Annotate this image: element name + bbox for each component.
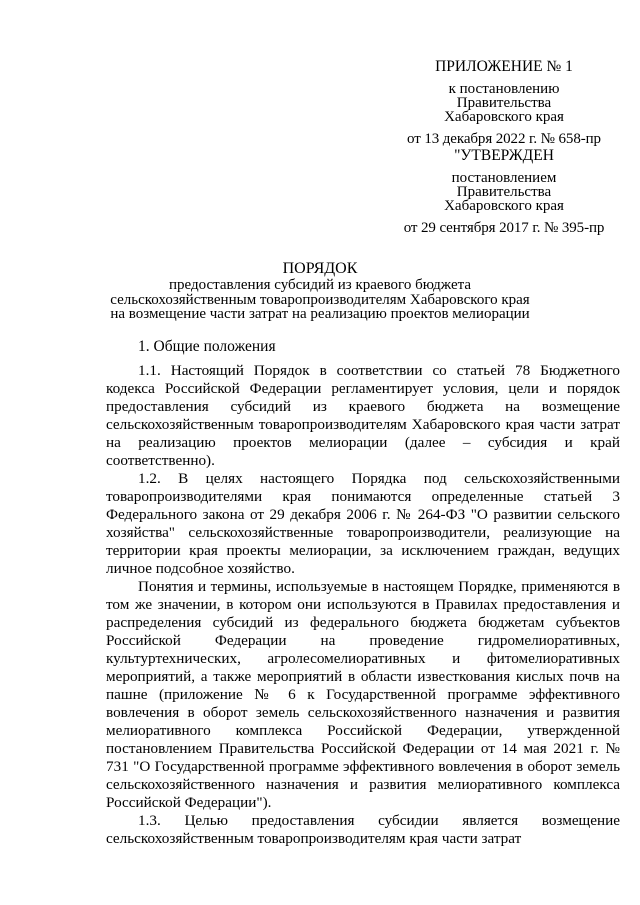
paragraph-terms: Понятия и термины, используемые в настоящем Порядке, применяются в том же значении, в котором они используются в Правилах предоставления и распределения субсидий из федерального бюджета бюджетам субъектов Российской Федерации на проведение гидромелиоративных, культуртехнических, агролесомелиоративных и фитомелиоративных мероприятий, а также мероприятий в области известкования кислых почв на пашне (приложение № 6 к Государственной программе эффективного вовлечения в оборот земель сельскохозяйственного назначения и развития мелиоративного комплекса Российской Федерации, утвержденной постановлением Правительства Российской Федерации от 14 мая 2021 г. № 731 "О Государственной программе эффективного вовлечения в оборот земель сельскохозяйственного назначения и развития мелиоративного комплекса Российской Федерации"). — [106, 578, 620, 811]
annex-date: от 13 декабря 2022 г. № 658-пр — [407, 131, 601, 147]
approved-block — [388, 147, 620, 235]
approved-date: от 29 сентября 2017 г. № 395-пр — [403, 220, 605, 236]
approved-line-2: Правительства — [456, 184, 552, 200]
subtitle-line-3: на возмещение части затрат на реализацию проектов мелиорации — [110, 306, 530, 322]
paragraph-1-1: 1.1. Настоящий Порядок в соответствии со статьей 78 Бюджетного кодекса Российской Федерации регламентирует условия, цели и порядок предоставления субсидий из краевого бюджета на возмещение сельскохозяйственным товаропроизводителям Хабаровского края части затрат на реализацию проектов мелиорации (далее – субсидия и край соответственно). — [106, 362, 620, 469]
annex-line-1: к постановлению — [448, 81, 560, 97]
annex-heading: ПРИЛОЖЕНИЕ № 1 — [435, 58, 573, 75]
document-subtitle — [0, 278, 640, 322]
approved-line-3: Хабаровского края — [444, 198, 564, 214]
approved-line-1: постановлением — [451, 170, 557, 186]
approved-heading: "УТВЕРЖДЕН — [454, 147, 554, 164]
subtitle-line-1: предоставления субсидий из краевого бюджета — [168, 277, 472, 293]
annex-line-2: Правительства — [456, 95, 552, 111]
subtitle-line-2: сельскохозяйственным товаропроизводителям Хабаровского края — [110, 291, 530, 308]
paragraph-1-3: 1.3. Целью предоставления субсидии является возмещение сельскохозяйственным товаропроизводителям края части затрат — [106, 812, 620, 847]
annex-block — [388, 58, 620, 146]
document-title: ПОРЯДОК — [282, 260, 358, 277]
paragraph-1-2: 1.2. В целях настоящего Порядка под сельскохозяйственными товаропроизводителями края понимаются определенные статьей 3 Федерального закона от 29 декабря 2006 г. № 264-ФЗ "О развитии сельского хозяйства" сельскохозяйственные товаропроизводители, реализующие на территории края проекты мелиорации, за исключением граждан, ведущих личное подсобное хозяйство. — [106, 470, 620, 577]
section-heading: 1. Общие положения — [138, 338, 276, 355]
annex-line-3: Хабаровского края — [444, 109, 564, 125]
document-body — [106, 362, 620, 848]
